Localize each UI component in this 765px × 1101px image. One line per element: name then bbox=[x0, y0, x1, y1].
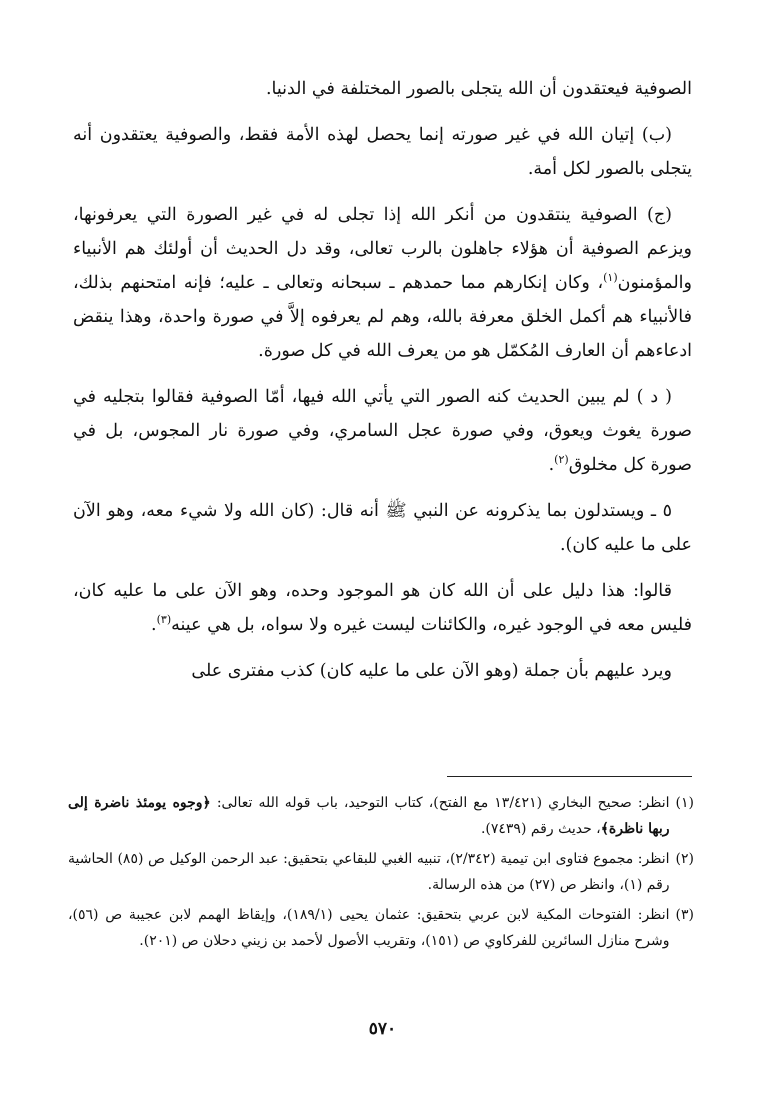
paragraph-text: ( د ) لم يبين الحديث كنه الصور التي يأتي الله فيها، أمّا الصوفية فقالوا بتجليه في صورة يغوث ويعوق، وفي صورة عجل السامري، وفي صورة نار المجوس، بل في صورة كل مخلوق bbox=[73, 387, 692, 475]
footnote-number: (٣) bbox=[675, 907, 694, 923]
footnote-ref[interactable]: (٣) bbox=[156, 613, 172, 627]
footnote-3 bbox=[68, 902, 694, 954]
paragraph-5 bbox=[73, 494, 692, 562]
footnotes bbox=[68, 790, 694, 958]
paragraph-continuation bbox=[73, 72, 692, 106]
footnote-number: (١) bbox=[675, 795, 694, 811]
paragraph-text: (ب) إتيان الله في غير صورته إنما يحصل لهذه الأمة فقط، والصوفية يعتقدون أنه يتجلى بالصور لكل أمة. bbox=[73, 125, 692, 179]
paragraph-text: (ج) الصوفية ينتقدون من أنكر الله إذا تجلى له في غير الصورة التي يعرفونها، ويزعم الصوفية أن هؤلاء جاهلون بالرب تعالى، وقد دل الحديث أن أولئك هم الأنبياء والمؤمنون bbox=[73, 205, 692, 293]
paragraph-qalu bbox=[73, 574, 692, 642]
footnote-text: انظر: مجموع فتاوى ابن تيمية (٢/٣٤٢)، تنبيه الغبي للبقاعي بتحقيق: عبد الرحمن الوكيل ص (٨٥) الحاشية رقم (١)، وانظر ص (٢٧) من هذه الرسالة. bbox=[68, 851, 670, 893]
footnote-text: انظر: الفتوحات المكية لابن عربي بتحقيق: عثمان يحيى (١٨٩/١)، وإيقاظ الهمم لابن عجيبة ص (٥٦)، وشرح منازل السائرين للفركاوي ص (١٥١)، وتقريب الأصول لأحمد بن زيني دحلان ص (٢٠١). bbox=[68, 907, 670, 949]
footnote-ref[interactable]: (١) bbox=[603, 271, 618, 285]
quran-verse: ﴿وجوه يومئذ ناضرة إلى ربها ناظرة﴾ bbox=[68, 795, 670, 837]
page-number: ٥٧٠ bbox=[368, 1019, 397, 1039]
paragraph-text: . bbox=[548, 455, 555, 475]
paragraph-text: الصوفية فيعتقدون أن الله يتجلى بالصور المختلفة في الدنيا. bbox=[265, 79, 692, 99]
paragraph-d bbox=[73, 380, 692, 482]
footnote-1 bbox=[68, 790, 694, 842]
paragraph-c bbox=[73, 198, 692, 368]
paragraph-b bbox=[73, 118, 692, 186]
footnote-text-part: ، حديث رقم (٧٤٣٩). bbox=[480, 821, 601, 837]
paragraph-text: ، وكان إنكارهم مما حمدهم ـ سبحانه وتعالى ـ عليه؛ فإنه امتحنهم بذلك، فالأنبياء هم أكمل الخلق معرفة بالله، وهم لم يعرفوه إلاَّ في صورة واحدة، وهذا ينقض ادعاءهم أن العارف المُكمّل هو من يعرف الله في كل صورة. bbox=[73, 273, 692, 361]
footnote-number: (٢) bbox=[675, 851, 694, 867]
footnote-2 bbox=[68, 846, 694, 898]
footnote-text-part: انظر: صحيح البخاري (١٣/٤٢١ مع الفتح)، كتاب التوحيد، باب قوله الله تعالى: bbox=[210, 795, 670, 811]
footnote-text bbox=[68, 790, 670, 842]
paragraph-rebuttal bbox=[73, 654, 692, 688]
paragraph-text: ٥ ـ ويستدلون بما يذكرونه عن النبي ﷺ أنه قال: (كان الله ولا شيء معه، وهو الآن على ما عليه كان). bbox=[73, 501, 692, 555]
paragraph-text: قالوا: هذا دليل على أن الله كان هو الموجود وحده، وهو الآن على ما عليه كان، فليس معه في الوجود غيره، والكائنات ليست غيره ولا سواه، بل هي عينه bbox=[73, 581, 692, 635]
footnote-ref[interactable]: (٢) bbox=[554, 453, 569, 467]
main-text bbox=[73, 72, 692, 688]
footnote-divider bbox=[447, 776, 692, 777]
paragraph-text: ويرد عليهم بأن جملة (وهو الآن على ما عليه كان) كذب مفترى على bbox=[191, 661, 672, 681]
paragraph-text: . bbox=[151, 615, 157, 635]
